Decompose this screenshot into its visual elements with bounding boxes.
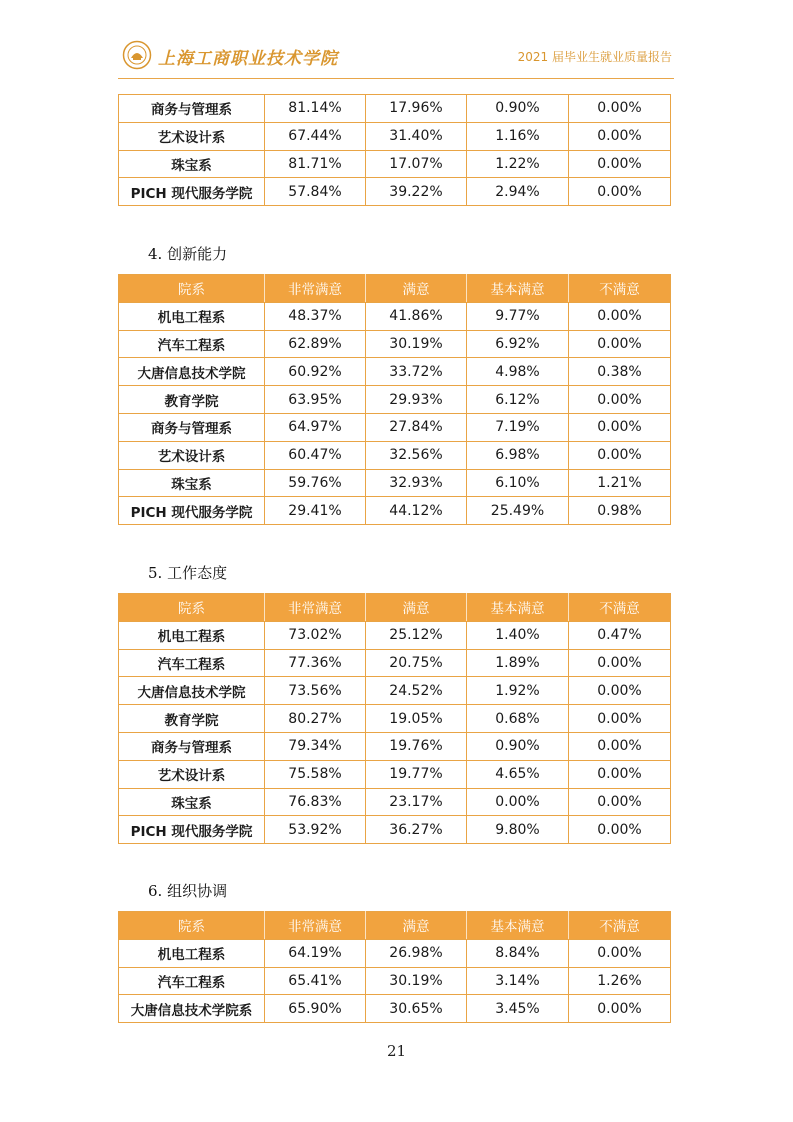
value-cell: 4.65% [467,760,569,788]
value-cell: 0.68% [467,705,569,733]
value-cell: 1.92% [467,677,569,705]
value-cell: 1.22% [467,150,569,178]
value-cell: 0.38% [569,358,671,386]
table-row [119,649,671,677]
dept-cell: 教育学院 [119,386,265,414]
value-cell: 19.76% [366,732,467,760]
table-row [119,469,671,497]
value-cell: 0.00% [569,649,671,677]
value-cell: 48.37% [265,302,366,330]
value-cell: 31.40% [366,122,467,150]
value-cell: 0.00% [569,441,671,469]
value-cell: 4.98% [467,358,569,386]
dept-cell: 艺术设计系 [119,441,265,469]
value-cell: 0.00% [569,939,671,967]
page-number: 21 [386,1042,407,1060]
table-row [119,150,671,178]
value-cell: 60.92% [265,358,366,386]
value-cell: 7.19% [467,413,569,441]
dept-cell: PICH 现代服务学院 [119,816,265,844]
value-cell: 6.10% [467,469,569,497]
value-cell: 39.22% [366,178,467,206]
value-cell: 29.41% [265,497,366,525]
column-header: 非常满意 [265,275,366,303]
section-title-coordination: 6. 组织协调 [148,882,228,900]
value-cell: 0.00% [569,816,671,844]
value-cell: 0.90% [467,95,569,123]
value-cell: 63.95% [265,386,366,414]
column-header: 非常满意 [265,594,366,622]
value-cell: 0.00% [569,677,671,705]
value-cell: 41.86% [366,302,467,330]
value-cell: 81.71% [265,150,366,178]
value-cell: 33.72% [366,358,467,386]
value-cell: 0.00% [569,302,671,330]
dept-cell: 大唐信息技术学院系 [119,995,265,1023]
column-header: 不满意 [569,912,671,940]
value-cell: 19.77% [366,760,467,788]
column-header: 基本满意 [467,594,569,622]
value-cell: 0.00% [569,122,671,150]
value-cell: 26.98% [366,939,467,967]
value-cell: 80.27% [265,705,366,733]
value-cell: 53.92% [265,816,366,844]
value-cell: 57.84% [265,178,366,206]
table-row [119,386,671,414]
value-cell: 79.34% [265,732,366,760]
table-row [119,967,671,995]
dept-cell: 汽车工程系 [119,649,265,677]
table-row [119,95,671,123]
dept-cell: 汽车工程系 [119,967,265,995]
value-cell: 0.00% [467,788,569,816]
value-cell: 25.49% [467,497,569,525]
column-header: 满意 [366,594,467,622]
value-cell: 67.44% [265,122,366,150]
dept-cell: 珠宝系 [119,788,265,816]
dept-cell: 珠宝系 [119,150,265,178]
table-row [119,122,671,150]
value-cell: 81.14% [265,95,366,123]
column-header: 满意 [366,275,467,303]
table-row [119,677,671,705]
value-cell: 30.65% [366,995,467,1023]
value-cell: 0.98% [569,497,671,525]
value-cell: 77.36% [265,649,366,677]
dept-cell: 商务与管理系 [119,732,265,760]
value-cell: 0.00% [569,995,671,1023]
value-cell: 0.00% [569,95,671,123]
table-row [119,358,671,386]
value-cell: 2.94% [467,178,569,206]
school-name: 上海工商职业技术学院 [158,49,338,69]
table-row [119,302,671,330]
table-header-row [119,594,671,622]
value-cell: 0.00% [569,178,671,206]
value-cell: 59.76% [265,469,366,497]
section-title-work-attitude: 5. 工作态度 [148,564,228,582]
value-cell: 65.41% [265,967,366,995]
table-row [119,788,671,816]
value-cell: 32.93% [366,469,467,497]
page-header [118,38,674,79]
table-continued [118,94,671,206]
value-cell: 44.12% [366,497,467,525]
dept-cell: 教育学院 [119,705,265,733]
value-cell: 0.00% [569,788,671,816]
table-row [119,995,671,1023]
value-cell: 8.84% [467,939,569,967]
dept-cell: 机电工程系 [119,939,265,967]
value-cell: 0.90% [467,732,569,760]
value-cell: 23.17% [366,788,467,816]
table-row [119,939,671,967]
value-cell: 64.97% [265,413,366,441]
value-cell: 0.00% [569,732,671,760]
dept-cell: 机电工程系 [119,302,265,330]
value-cell: 6.12% [467,386,569,414]
table-row [119,732,671,760]
value-cell: 29.93% [366,386,467,414]
dept-cell: 机电工程系 [119,621,265,649]
table-row [119,178,671,206]
dept-cell: 商务与管理系 [119,413,265,441]
value-cell: 6.98% [467,441,569,469]
value-cell: 24.52% [366,677,467,705]
value-cell: 0.00% [569,330,671,358]
value-cell: 73.02% [265,621,366,649]
value-cell: 19.05% [366,705,467,733]
value-cell: 17.07% [366,150,467,178]
value-cell: 76.83% [265,788,366,816]
value-cell: 9.80% [467,816,569,844]
value-cell: 0.00% [569,386,671,414]
value-cell: 0.47% [569,621,671,649]
value-cell: 9.77% [467,302,569,330]
dept-cell: PICH 现代服务学院 [119,178,265,206]
dept-cell: 大唐信息技术学院 [119,358,265,386]
value-cell: 0.00% [569,150,671,178]
value-cell: 1.21% [569,469,671,497]
value-cell: 25.12% [366,621,467,649]
value-cell: 30.19% [366,330,467,358]
column-header: 院系 [119,275,265,303]
table-row [119,621,671,649]
school-logo-icon [122,40,152,70]
table-row [119,330,671,358]
report-title: 2021 届毕业生就业质量报告 [517,50,672,64]
column-header: 基本满意 [467,912,569,940]
value-cell: 64.19% [265,939,366,967]
table-row [119,705,671,733]
value-cell: 3.45% [467,995,569,1023]
dept-cell: 艺术设计系 [119,122,265,150]
column-header: 不满意 [569,275,671,303]
value-cell: 17.96% [366,95,467,123]
table-row [119,760,671,788]
value-cell: 1.40% [467,621,569,649]
value-cell: 27.84% [366,413,467,441]
table-row [119,816,671,844]
value-cell: 0.00% [569,760,671,788]
column-header: 满意 [366,912,467,940]
column-header: 不满意 [569,594,671,622]
column-header: 院系 [119,594,265,622]
dept-cell: 大唐信息技术学院 [119,677,265,705]
dept-cell: 汽车工程系 [119,330,265,358]
table-row [119,413,671,441]
table-row [119,441,671,469]
column-header: 非常满意 [265,912,366,940]
value-cell: 65.90% [265,995,366,1023]
column-header: 基本满意 [467,275,569,303]
table-row [119,497,671,525]
value-cell: 30.19% [366,967,467,995]
table-coordination [118,911,671,1023]
value-cell: 73.56% [265,677,366,705]
value-cell: 60.47% [265,441,366,469]
value-cell: 0.00% [569,705,671,733]
value-cell: 20.75% [366,649,467,677]
value-cell: 1.16% [467,122,569,150]
value-cell: 75.58% [265,760,366,788]
table-header-row [119,912,671,940]
dept-cell: PICH 现代服务学院 [119,497,265,525]
value-cell: 6.92% [467,330,569,358]
value-cell: 1.89% [467,649,569,677]
column-header: 院系 [119,912,265,940]
dept-cell: 艺术设计系 [119,760,265,788]
dept-cell: 珠宝系 [119,469,265,497]
value-cell: 0.00% [569,413,671,441]
section-title-innovation: 4. 创新能力 [148,245,228,263]
value-cell: 1.26% [569,967,671,995]
dept-cell: 商务与管理系 [119,95,265,123]
table-header-row [119,275,671,303]
table-work-attitude [118,593,671,844]
value-cell: 36.27% [366,816,467,844]
value-cell: 32.56% [366,441,467,469]
value-cell: 62.89% [265,330,366,358]
value-cell: 3.14% [467,967,569,995]
table-innovation [118,274,671,525]
